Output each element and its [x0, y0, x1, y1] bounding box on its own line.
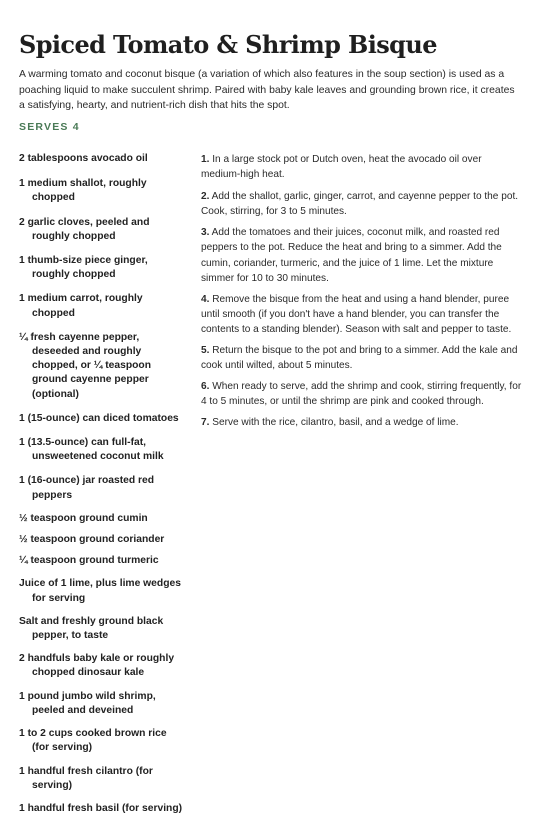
step-number: 6.: [201, 381, 210, 393]
step-item: [201, 379, 523, 409]
step-item: [201, 415, 523, 430]
ingredient-item: Salt and freshly ground black pepper, to taste: [19, 615, 164, 642]
step-item: [201, 343, 523, 373]
step-text: Serve with the rice, cilantro, basil, and a wedge of lime.: [212, 417, 459, 429]
step-item: [201, 152, 523, 182]
ingredient-item: 2 handfuls baby kale or roughly chopped dinosaur kale: [19, 653, 175, 679]
ingredient-item: 1 (15-ounce) can diced tomatoes: [19, 412, 179, 424]
ingredient-item: ½ teaspoon ground coriander: [19, 534, 165, 546]
ingredient-item: 2 garlic cloves, peeled and roughly chopped: [19, 216, 150, 242]
serves-label: SERVES 4: [19, 121, 80, 133]
step-text: Add the shallot, garlic, ginger, carrot, and cayenne pepper to the pot. Cook, stirring, for 3 to 5 minutes.: [201, 191, 519, 218]
ingredient-item: 1 thumb-size piece ginger, roughly chopped: [19, 255, 148, 281]
steps-list: [201, 152, 523, 431]
ingredient-item: 1 handful fresh cilantro (for serving): [19, 765, 153, 791]
recipe-intro: A warming tomato and coconut bisque (a variation of which also features in the soup section) is used as a poaching liquid to make succulent shrimp. Paired with baby kale leaves and grounding brown rice, it creates a satisfying, hearty, and nutrient-rich dish that hits the spot.: [19, 69, 515, 111]
ingredient-item: 1 handful fresh basil (for serving): [19, 802, 183, 814]
ingredient-item: 2 tablespoons avocado oil: [19, 153, 148, 164]
step-number: 1.: [201, 154, 210, 165]
step-item: [201, 225, 523, 285]
ingredient-item: ¼ teaspoon ground turmeric: [19, 555, 159, 567]
ingredient-item: 1 to 2 cups cooked brown rice (for serving): [19, 728, 167, 754]
step-text: Add the tomatoes and their juices, coconut milk, and roasted red peppers to the pot. Reduce the heat and bring to a simmer. Add the cumin, coriander, turmeric, and the juice of 1 lime. Let the mixture simmer for 10 to 30 minutes.: [201, 227, 502, 284]
step-number: 3.: [201, 227, 210, 239]
step-text: In a large stock pot or Dutch oven, heat the avocado oil over medium-high heat.: [201, 154, 482, 181]
ingredient-item: Juice of 1 lime, plus lime wedges for serving: [19, 578, 181, 604]
step-text: Remove the bisque from the heat and using a hand blender, puree until smooth (if you don't have a hand blender, you can transfer the contents to a standing blender). Season with salt and pepper to taste.: [201, 293, 512, 335]
step-text: Return the bisque to the pot and bring to a simmer. Add the kale and cook until wilted, about 5 minutes.: [201, 345, 518, 372]
step-number: 7.: [201, 417, 210, 429]
step-text: When ready to serve, add the shrimp and cook, stirring frequently, for 4 to 5 minutes, or until the shrimp are pink and cooked through.: [201, 381, 522, 408]
ingredients-list: [19, 152, 184, 816]
ingredient-item: 1 (16-ounce) jar roasted red peppers: [19, 475, 155, 501]
ingredient-item: ¼ fresh cayenne pepper, deseeded and roughly chopped, or ¼ teaspoon ground cayenne pepper (optional): [19, 331, 151, 400]
ingredient-item: 1 medium carrot, roughly chopped: [19, 293, 143, 319]
step-item: [201, 189, 523, 219]
step-number: 2.: [201, 191, 210, 203]
recipe-title: Spiced Tomato & Shrimp Bisque: [19, 30, 437, 59]
step-number: 5.: [201, 345, 210, 357]
ingredient-item: 1 pound jumbo wild shrimp, peeled and deveined: [19, 690, 156, 716]
ingredient-item: 1 (13.5-ounce) can full-fat, unsweetened coconut milk: [19, 437, 164, 463]
step-number: 4.: [201, 293, 210, 305]
ingredient-item: 1 medium shallot, roughly chopped: [19, 178, 147, 204]
ingredient-item: ½ teaspoon ground cumin: [19, 512, 148, 524]
step-item: [201, 292, 523, 337]
